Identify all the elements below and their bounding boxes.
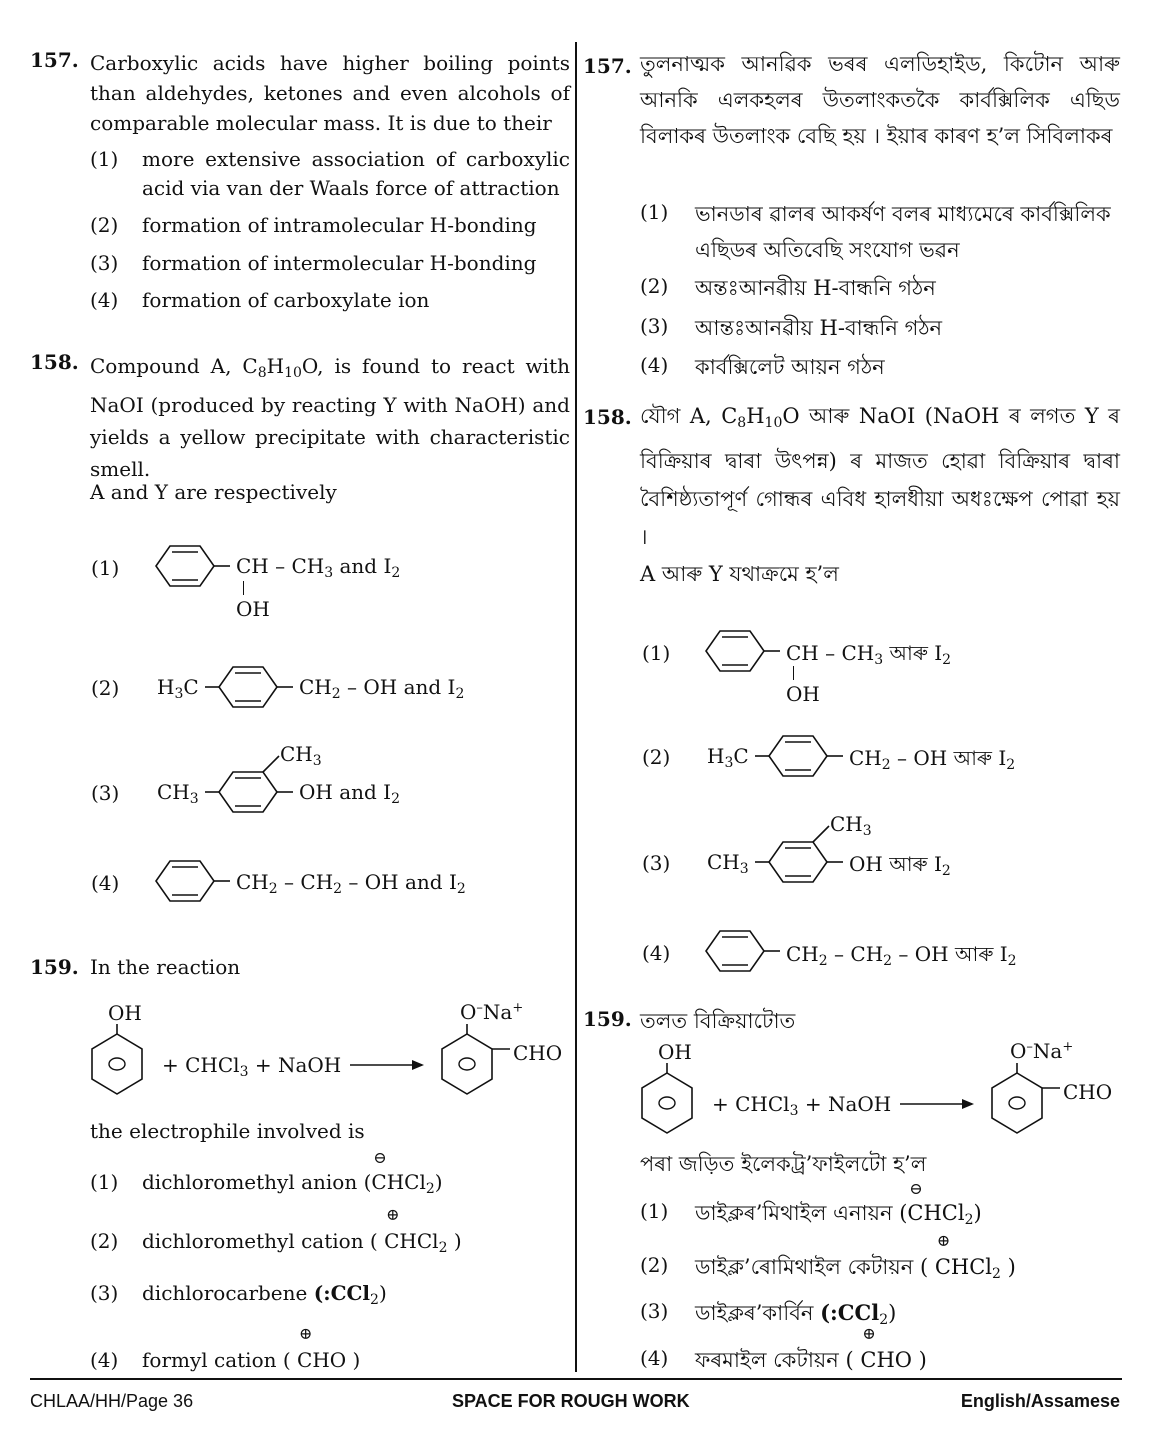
benzene-ring: [158, 544, 218, 588]
question-text: তুলনাত্মক আনৱিক ভৰৰ এলডিহাইড, কিটোন আৰু আনকি এলকহলৰ উতলাংকতকৈ কাৰ্বক্সিলিক এছিড বিলাকৰ উতলাংক বেছি হয় । ইয়াৰ কাৰণ হ’ল সিবিলাকৰ: [640, 52, 1120, 148]
opt-num: (4): [90, 1348, 119, 1372]
chem-ch3: $CH_3$: [707, 850, 749, 877]
option-number: (1): [90, 147, 119, 171]
chem-formula: $CH_2$ – OH আৰু $I_2$: [849, 746, 1016, 773]
question-text: In the reaction: [90, 955, 241, 979]
benzene-ring: [755, 840, 855, 884]
chem-ch3: $CH_3$: [280, 742, 322, 769]
product-ring: [440, 1020, 520, 1100]
chem-h3c: $H_3C$: [707, 744, 749, 771]
benzene-ring: [205, 770, 305, 814]
chem-ch3: $CH_3$: [830, 812, 872, 839]
chem-formula: $CH_2 - CH_2$ – OH and $I_2$: [236, 870, 466, 897]
option-text: formation of intramolecular H-bonding: [142, 213, 537, 237]
option-text: more extensive association of carboxylic acid via van der Waals force of attraction: [142, 147, 570, 200]
question-subtext: A আৰু Y যথাক্ৰমে হ’ল: [640, 562, 839, 586]
question-subtext: A and Y are respectively: [90, 480, 337, 504]
opt-num: (1): [90, 1170, 119, 1194]
question-number: 157.: [30, 48, 79, 72]
opt-text: dichloromethyl cation ( ⊕ CHCl$_2$ ): [142, 1205, 462, 1256]
question-number: 158.: [583, 405, 632, 429]
page-id: CHLAA/HH/Page 36: [30, 1391, 194, 1411]
chem-formula: CH – $CH_3$ and $I_2$: [236, 554, 401, 581]
reagents: + CHCl$_3$ + NaOH: [712, 1092, 892, 1119]
opt-text: ডাইক্লৰ’মিথাইল এনায়ন ( ⊖ CHCl$_2$): [695, 1179, 982, 1228]
opt-num: (3): [90, 1281, 119, 1305]
option-text: formation of carboxylate ion: [142, 288, 430, 312]
opt-num: (3): [642, 851, 671, 875]
option-number: (2): [90, 213, 119, 237]
opt-num: (2): [90, 1229, 119, 1253]
chem-cho: CHO: [513, 1041, 563, 1065]
rough-work-label: SPACE FOR ROUGH WORK: [452, 1391, 690, 1411]
chem-ch3: $CH_3$: [157, 780, 199, 807]
opt-text: ডাইক্লৰ’কাৰ্বিন (:CCl$_2$): [695, 1300, 897, 1328]
opt-num: (1): [642, 641, 671, 665]
opt-num: (1): [640, 200, 669, 224]
chem-oh: OH: [658, 1040, 692, 1064]
reaction-arrow: [350, 1058, 430, 1072]
chem-ona: O–Na+: [1010, 1039, 1074, 1063]
opt-text: ফৰমাইল কেটায়ন ( ⊕ CHO ): [695, 1324, 927, 1372]
opt-num: (2): [640, 274, 669, 298]
reaction-arrow: [900, 1097, 980, 1111]
opt-num: (1): [91, 556, 120, 580]
column-divider: [575, 42, 577, 1372]
question-number: 159.: [30, 955, 79, 979]
chem-h3c: $H_3C$: [157, 675, 199, 702]
question-text: যৌগ A, $C_8H_{10}O$ আৰু NaOI (NaOH ৰ লগত Y ৰ বিক্ৰিয়াৰ দ্বাৰা উৎপন্ন) ৰ মাজত হোৱা বিক্ৰিয়াৰ দ্বাৰা বৈশিষ্ঠ্যতাপূৰ্ণ গোন্ধৰ এবিধ হালধীয়া অধঃক্ষেপ পোৱা হয় ।: [640, 404, 1120, 549]
opt-num: (4): [640, 353, 669, 377]
chem-formula: OH and $I_2$: [299, 780, 400, 807]
opt-num: (4): [642, 941, 671, 965]
question-text: Compound A, $C_8H_{10}O$, is found to react with NaOI (produced by reacting Y with NaOH) and yields a yellow precipitate with characteristic smell.: [90, 354, 570, 481]
footer-rule: [30, 1378, 1122, 1380]
opt-text: কাৰ্বক্সিলেট আয়ন গঠন: [695, 355, 885, 379]
electrophile-text: the electrophile involved is: [90, 1119, 365, 1143]
chem-ona: O–Na+: [460, 1000, 524, 1024]
electrophile-text: পৰা জড়িত ইলেকট্ৰ’ফাইলটো হ’ল: [640, 1152, 927, 1176]
opt-num: (3): [640, 1299, 669, 1323]
benzene-ring: [755, 734, 855, 778]
opt-num: (4): [91, 871, 120, 895]
question-number: 158.: [30, 350, 79, 374]
chem-formula: OH আৰু $I_2$: [849, 852, 951, 879]
opt-num: (2): [91, 676, 120, 700]
option-number: (3): [90, 251, 119, 275]
chem-oh: OH: [236, 597, 270, 621]
language-label: English/Assamese: [960, 1391, 1120, 1411]
opt-text: ভানডাৰ ৱালৰ আকৰ্ষণ বলৰ মাধ্যমেৰে কাৰ্বক্সিলিক এছিডৰ অতিবেছি সংযোগ ভৱন: [695, 202, 1111, 262]
opt-text: আন্তঃআনৱীয় H-বান্ধনি গঠন: [695, 316, 943, 340]
bond-line: [793, 666, 794, 680]
opt-num: (3): [640, 314, 669, 338]
opt-num: (4): [640, 1346, 669, 1370]
question-number: 157.: [583, 54, 632, 78]
question-number: 159.: [583, 1007, 632, 1031]
reagents: + CHCl$_3$ + NaOH: [162, 1053, 342, 1080]
opt-num: (1): [640, 1199, 669, 1223]
opt-num: (3): [91, 781, 120, 805]
opt-text: অন্তঃআনৱীয় H-বান্ধনি গঠন: [695, 276, 936, 300]
benzene-ring: [708, 629, 768, 673]
product-ring: [990, 1059, 1070, 1139]
chem-formula: $CH_2$ – OH and $I_2$: [299, 675, 465, 702]
benzene-ring: [158, 859, 218, 903]
opt-num: (2): [642, 745, 671, 769]
chem-formula: CH – $CH_3$ আৰু $I_2$: [786, 641, 952, 668]
option-number: (4): [90, 288, 119, 312]
bond-line: [243, 581, 244, 595]
option-text: formation of intermolecular H-bonding: [142, 251, 537, 275]
benzene-ring: [205, 665, 305, 709]
chem-formula: $CH_2 - CH_2$ – OH আৰু $I_2$: [786, 942, 1017, 969]
chem-oh: OH: [108, 1001, 142, 1025]
phenol-ring: [640, 1059, 700, 1139]
phenol-ring: [90, 1020, 150, 1100]
question-text: Carboxylic acids have higher boiling points than aldehydes, ketones and even alcohols of comparable molecular mass. It is due to their: [90, 51, 570, 135]
chem-oh: OH: [786, 682, 820, 706]
opt-text: ডাইক্ল’ৰোমিথাইল কেটায়ন ( ⊕ CHCl$_2$ ): [695, 1231, 1016, 1282]
question-text: তলত বিক্ৰিয়াটোত: [640, 1009, 796, 1033]
opt-num: (2): [640, 1253, 669, 1277]
chem-cho: CHO: [1063, 1080, 1113, 1104]
opt-text: formyl cation ( ⊕ CHO ): [142, 1324, 361, 1372]
opt-text: dichlorocarbene (:CCl$_2$): [142, 1281, 387, 1308]
benzene-ring: [708, 929, 768, 973]
opt-text: dichloromethyl anion ( ⊖ CHCl$_2$): [142, 1148, 443, 1197]
